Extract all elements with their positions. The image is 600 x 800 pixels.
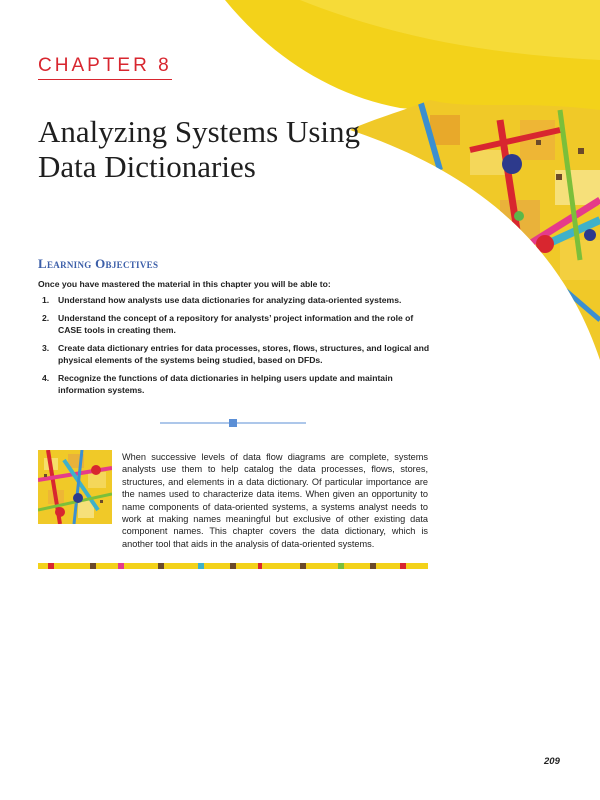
section-divider: [160, 418, 306, 428]
learning-objective-item: [38, 294, 430, 306]
chapter-title-line-1: Analyzing Systems Using: [38, 114, 361, 149]
decorative-strip: [38, 563, 428, 569]
objective-text: Recognize the functions of data dictionaries in helping users update and maintain information systems.: [58, 373, 393, 395]
learning-objectives-list: [38, 294, 430, 402]
objective-number: 2.: [42, 313, 50, 323]
objective-number: 3.: [42, 343, 50, 353]
chapter-intro-paragraph: When successive levels of data flow diagrams are complete, systems analysts use them to help catalog the data processes, flows, stores, structures, and elements in a data dictionary. Of particular importance are the names used to characterize data items. When given an opportunity to name components of data-oriented systems, a systems analyst needs to work at making names meaningful but exclusive of other existing data component names. This chapter covers the data dictionary, which is another tool that aids in the analysis of data-oriented systems.: [122, 452, 428, 549]
learning-objective-item: [38, 372, 430, 396]
chapter-title-line-2: Data Dictionaries: [38, 149, 256, 184]
intro-thumbnail-image: [38, 450, 112, 524]
learning-objectives-intro: Once you have mastered the material in this chapter you will be able to:: [38, 279, 331, 289]
chapter-title: [38, 114, 398, 184]
objective-number: 1.: [42, 295, 50, 305]
learning-objective-item: [38, 342, 430, 366]
objective-text: Create data dictionary entries for data processes, stores, flows, structures, and logical and physical elements of the systems being studied, based on DFDs.: [58, 343, 430, 365]
chapter-number-label: CHAPTER 8: [38, 55, 172, 80]
learning-objectives-heading: Learning Objectives: [38, 256, 159, 271]
divider-square-icon: [229, 419, 237, 427]
objective-text: Understand how analysts use data dictionaries for analyzing data-oriented systems.: [58, 295, 402, 305]
objective-number: 4.: [42, 373, 50, 383]
objective-text: Understand the concept of a repository for analysts’ project information and the role of CASE tools in creating them.: [58, 313, 414, 335]
learning-objective-item: [38, 312, 430, 336]
page-number: 209: [544, 756, 560, 767]
